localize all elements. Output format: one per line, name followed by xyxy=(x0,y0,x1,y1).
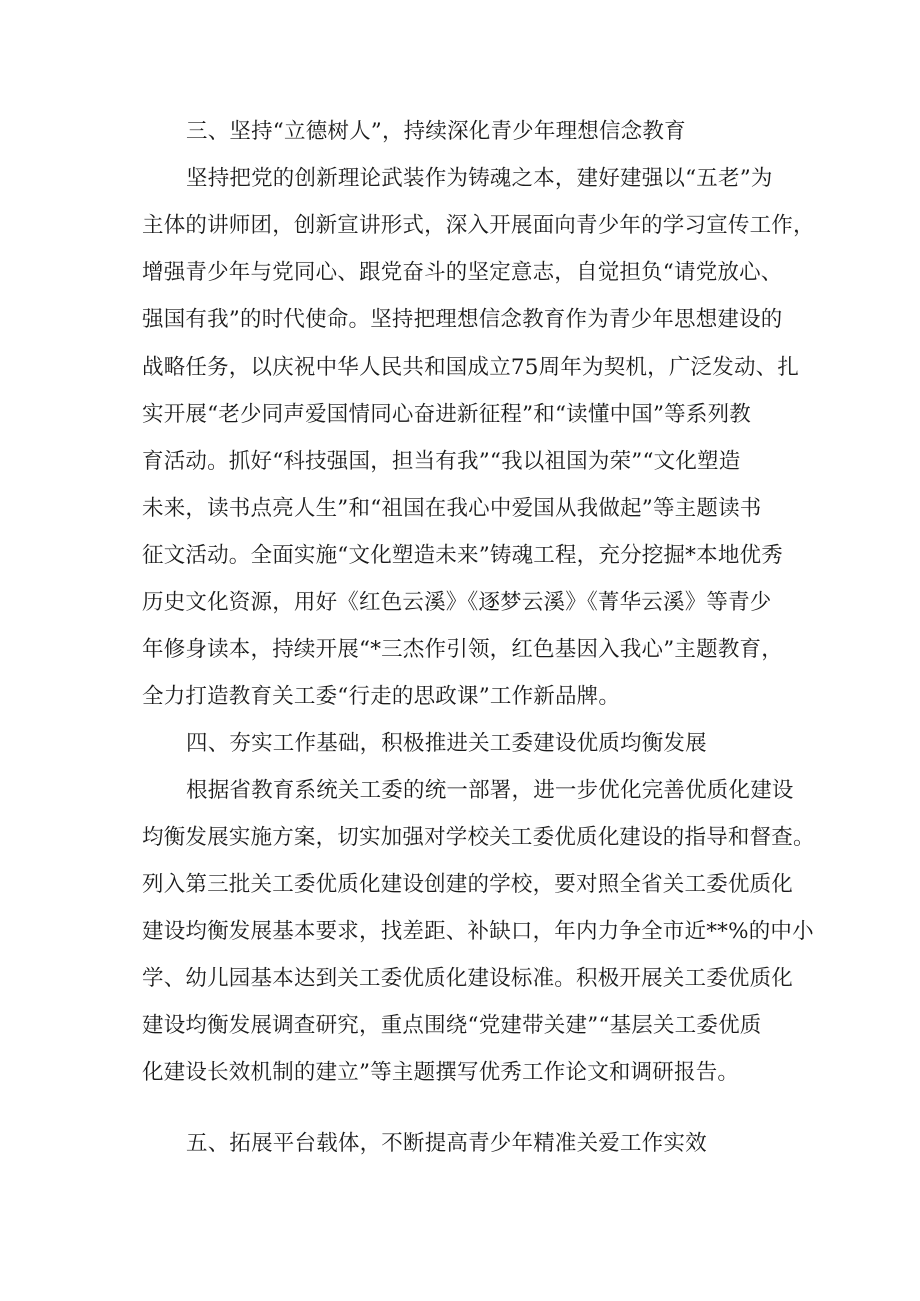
paragraph-line: 未来，读书点亮人生”和“祖国在我心中爱国从我做起”等主题读书 xyxy=(142,496,762,521)
paragraph-line: 强国有我”的时代使命。坚持把理想信念教育作为青少年思想建设的 xyxy=(142,307,783,332)
paragraph-line: 增强青少年与党同心、跟党奋斗的坚定意志，自觉担负“请党放心、 xyxy=(142,260,783,285)
paragraph-line: 全力打造教育关工委“行走的思政课”工作新品牌。 xyxy=(142,684,621,709)
paragraph-line: 列入第三批关工委优质化建设创建的学校，要对照全省关工委优质化 xyxy=(142,872,794,897)
paragraph-line: 化建设长效机制的建立”等主题撰写优秀工作论文和调研报告。 xyxy=(142,1060,740,1085)
paragraph-line: 主体的讲师团，创新宣讲形式，深入开展面向青少年的学习宣传工作， xyxy=(142,213,815,238)
paragraph-line: 历史文化资源，用好《红色云溪》《逐梦云溪》《菁华云溪》等青少 xyxy=(142,590,772,615)
paragraph-line: 根据省教育系统关工委的统一部署，进一步优化完善优质化建设 xyxy=(186,778,794,803)
section-heading-3: 三、坚持“立德树人”，持续深化青少年理想信念教育 xyxy=(186,119,686,144)
paragraph-line: 建设均衡发展调查研究，重点围绕“党建带关建”“基层关工委优质 xyxy=(142,1013,762,1038)
paragraph-line: 建设均衡发展基本要求，找差距、补缺口，年内力争全市近**%的中小 xyxy=(142,919,814,944)
section-heading-5: 五、拓展平台载体，不断提高青少年精准关爱工作实效 xyxy=(186,1131,707,1156)
paragraph-line: 坚持把党的创新理论武装作为铸魂之本，建好建强以“五老”为 xyxy=(186,166,773,191)
section-heading-4: 四、夯实工作基础，积极推进关工委建设优质均衡发展 xyxy=(186,731,707,756)
paragraph-line: 战略任务，以庆祝中华人民共和国成立75周年为契机，广泛发动、扎 xyxy=(142,355,800,380)
paragraph-line: 育活动。抓好“科技强国，担当有我”“我以祖国为荣”“文化塑造 xyxy=(142,449,741,474)
paragraph-line: 均衡发展实施方案，切实加强对学校关工委优质化建设的指导和督查。 xyxy=(142,825,815,850)
paragraph-line: 年修身读本，持续开展“*三杰作引领，红色基因入我心”主题教育， xyxy=(142,637,783,662)
paragraph-line: 学、幼儿园基本达到关工委优质化建设标准。积极开展关工委优质化 xyxy=(142,966,794,991)
paragraph-line: 征文活动。全面实施“文化塑造未来”铸魂工程，充分挖掘*本地优秀 xyxy=(142,543,783,568)
paragraph-line: 实开展“老少同声爱国情同心奋进新征程”和“读懂中国”等系列教 xyxy=(142,402,751,427)
